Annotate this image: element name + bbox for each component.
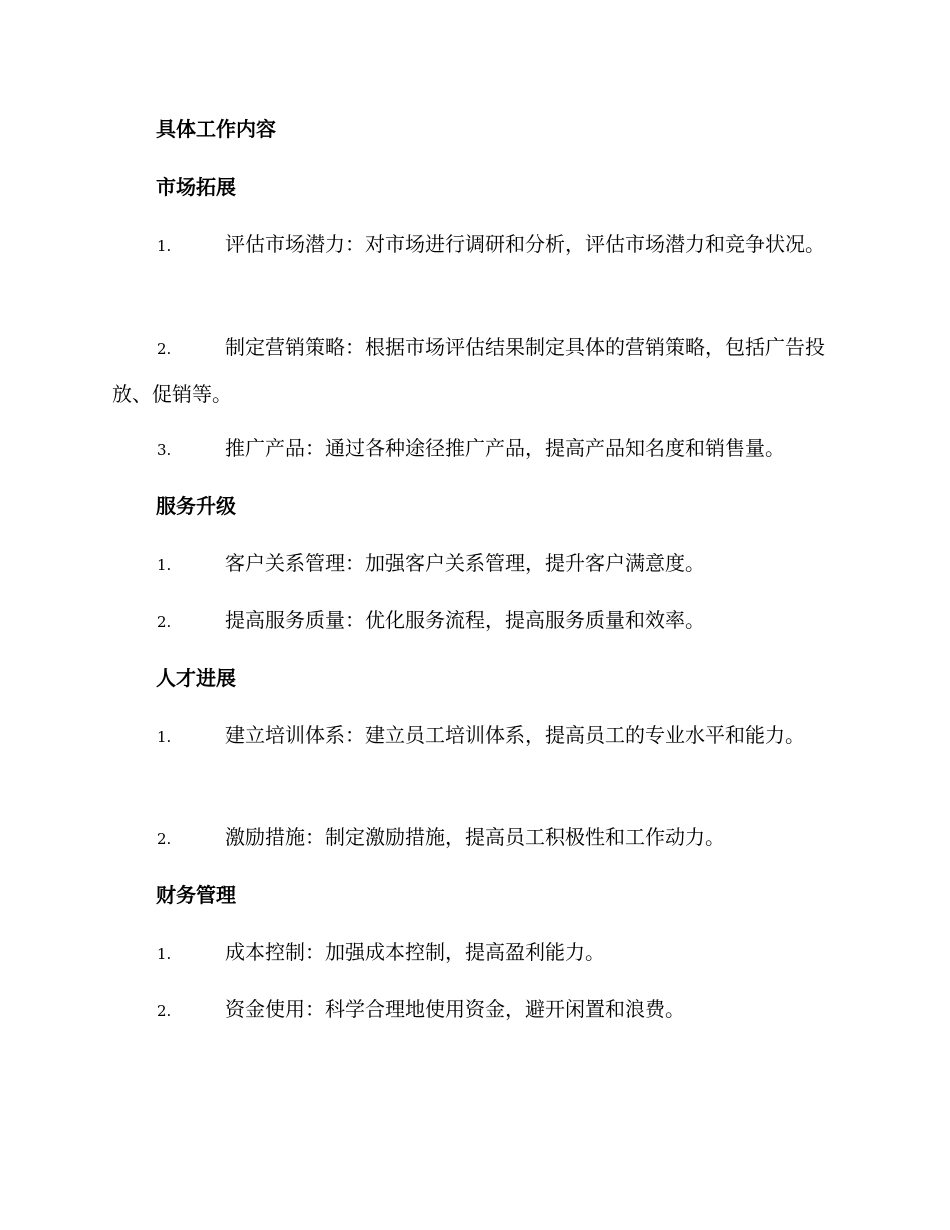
list-number: 1. — [157, 945, 172, 963]
page-title: 具体工作内容 — [156, 117, 276, 141]
list-text: 建立培训体系：建立员工培训体系，提高员工的专业水平和能力。 — [225, 723, 805, 747]
list-number: 1. — [157, 556, 172, 574]
section-heading-talent: 人才进展 — [156, 666, 236, 690]
list-text: 提高服务质量：优化服务流程，提高服务质量和效率。 — [225, 608, 705, 632]
list-text: 制定营销策略：根据市场评估结果制定具体的营销策略，包括广告投放、促销等。 — [112, 335, 825, 406]
list-number: 1. — [157, 728, 172, 746]
list-number: 2. — [157, 613, 172, 631]
list-text: 推广产品：通过各种途径推广产品，提高产品知名度和销售量。 — [225, 436, 785, 460]
section-heading-service: 服务升级 — [156, 494, 236, 518]
list-text: 资金使用：科学合理地使用资金，避开闲置和浪费。 — [225, 997, 685, 1021]
list-item — [112, 222, 842, 269]
list-item — [112, 930, 842, 977]
list-number: 2. — [157, 340, 172, 358]
list-item — [112, 815, 842, 862]
list-number: 1. — [157, 237, 172, 255]
section-heading-finance: 财务管理 — [156, 883, 236, 907]
list-item — [112, 541, 842, 588]
list-number: 2. — [157, 1002, 172, 1020]
list-item — [112, 598, 842, 645]
list-number: 2. — [157, 830, 172, 848]
list-item — [112, 426, 842, 473]
list-item — [112, 325, 842, 417]
list-text: 客户关系管理：加强客户关系管理，提升客户满意度。 — [225, 551, 705, 575]
list-item — [112, 987, 842, 1034]
section-heading-market: 市场拓展 — [156, 175, 236, 199]
list-text: 成本控制：加强成本控制，提高盈利能力。 — [225, 940, 605, 964]
list-text: 评估市场潜力：对市场进行调研和分析，评估市场潜力和竞争状况。 — [225, 232, 825, 256]
list-item — [112, 713, 842, 760]
list-text: 激励措施：制定激励措施，提高员工积极性和工作动力。 — [225, 825, 725, 849]
list-number: 3. — [157, 441, 172, 459]
